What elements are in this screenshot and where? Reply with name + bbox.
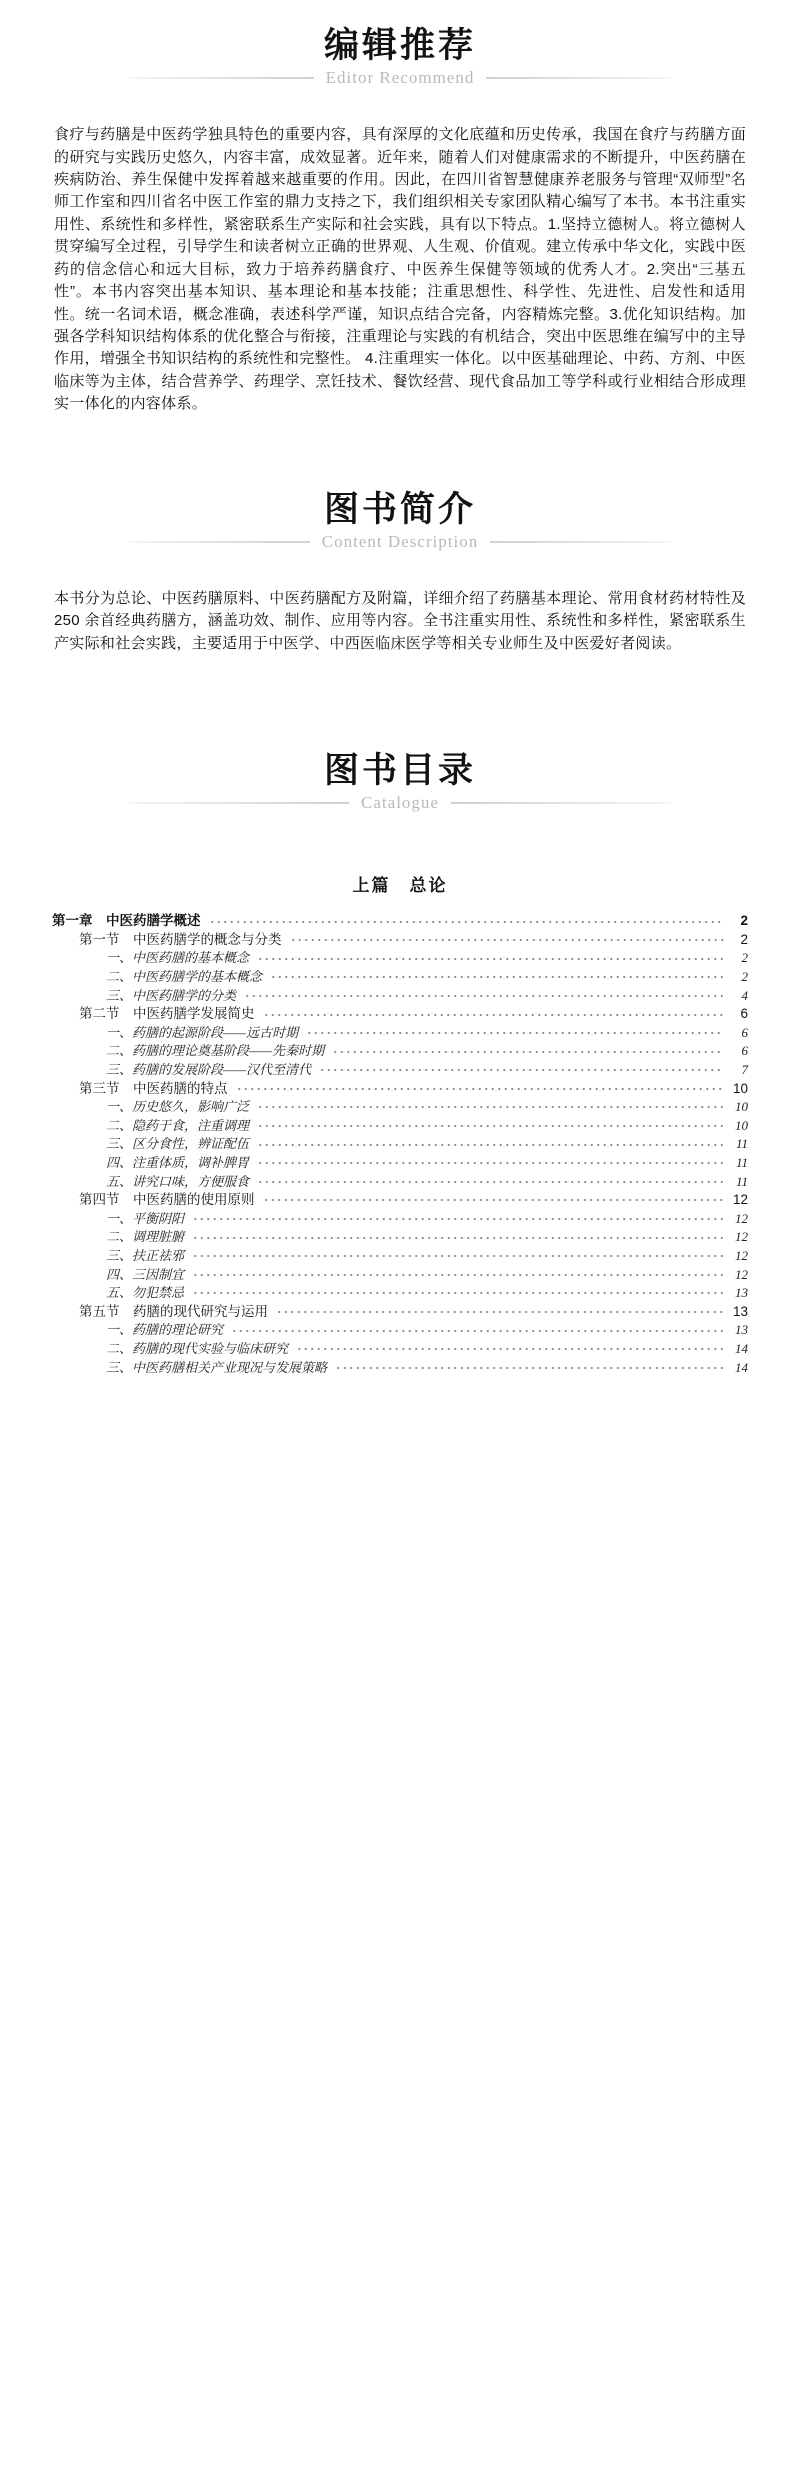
toc-dot-leader [257, 1140, 724, 1150]
toc-item-page: 2 [741, 969, 748, 985]
toc-item [52, 1191, 748, 1210]
editor-recommend-text: 食疗与药膳是中医药学独具特色的重要内容，具有深厚的文化底蕴和历史传承，我国在食疗与药膳方面的研究与实践历史悠久，内容丰富，成效显著。近年来，随着人们对健康需求的不断提升，中医药膳在疾病防治、养生保健中发挥着越来越重要的作用。因此，在四川省智慧健康养老服务与管理“双师型”名师工作室和四川省名中医工作室的鼎力支持之下，我们组织相关专家团队精心编写了本书。本书注重实用性、系统性和多样性，紧密联系生产实际和社会实践，具有以下特点。1.坚持立德树人。将立德树人贯穿编写全过程，引导学生和读者树立正确的世界观、人生观、价值观。建立传承中华文化，实践中医药的信念信心和远大目标，致力于培养药膳食疗、中医养生保健等领域的优秀人才。2.突出“三基五性”。本书内容突出基本知识、基本理论和基本技能；注重思想性、科学性、先进性、启发性和适用性。统一名词术语，概念准确，表述科学严谨，知识点结合完备，内容精炼完整。3.优化知识结构。加强各学科知识结构体系的优化整合与衔接，注重理论与实践的有机结合，突出中医思维在编写中的主导作用，增强全书知识结构的系统性和完整性。 4.注重理实一体化。以中医基础理论、中药、方剂、中医临床等为主体，结合营养学、药理学、烹饪技术、餐饮经营、现代食品加工等学科或行业相结合形成理实一体化的内容体系。 [54, 126, 746, 413]
toc-dot-leader [276, 1307, 724, 1317]
toc-item-title: 四、三因制宜 [106, 1266, 185, 1282]
toc-item-page: 12 [732, 1192, 748, 1208]
toc-item-page: 11 [735, 1154, 748, 1170]
toc-item-title: 五、勿犯禁忌 [106, 1285, 185, 1301]
toc-item-title: 第一章 中医药膳学概述 [52, 913, 201, 929]
toc-item-title: 第一节 中医药膳学的概念与分类 [79, 931, 282, 947]
toc-dot-leader [270, 972, 724, 982]
toc-item-title: 第二节 中医药膳学发展简史 [79, 1006, 255, 1022]
toc-item-title: 四、注重体质，调补脾胃 [106, 1154, 250, 1170]
toc-item-page: 12 [735, 1210, 748, 1226]
toc-item-title: 二、药膳的现代实验与临床研究 [106, 1340, 289, 1356]
divider-line-left [129, 541, 310, 543]
toc-item-page: 12 [735, 1247, 748, 1263]
toc-dot-leader [244, 991, 724, 1001]
toc-item [52, 1024, 748, 1043]
toc-item [52, 968, 748, 987]
section-content-description [52, 490, 748, 655]
divider-line-left [129, 802, 349, 804]
toc-item [52, 1042, 748, 1061]
toc-dot-leader [263, 1195, 725, 1205]
catalogue-subtitle: Catalogue [361, 793, 439, 813]
toc-item-page: 2 [740, 913, 748, 929]
toc-item-title: 第四节 中医药膳的使用原则 [79, 1192, 255, 1208]
toc-item [52, 1321, 748, 1340]
toc-item [52, 1359, 748, 1378]
toc-dot-leader [231, 1326, 724, 1336]
toc-item [52, 1173, 748, 1192]
toc-item-title: 五、讲究口味，方便服食 [106, 1173, 250, 1189]
section-editor-recommend [52, 26, 748, 416]
toc-item [52, 1303, 748, 1322]
toc-item-page: 6 [741, 1024, 748, 1040]
toc-item-title: 二、药膳的理论奠基阶段——先秦时期 [106, 1043, 325, 1059]
toc-dot-leader [257, 954, 724, 964]
toc-item [52, 1284, 748, 1303]
toc-item-page: 12 [735, 1229, 748, 1245]
toc-item [52, 1135, 748, 1154]
toc-item-page: 12 [735, 1266, 748, 1282]
toc-item-page: 13 [735, 1285, 748, 1301]
content-description-text: 本书分为总论、中医药膳原料、中医药膳配方及附篇，详细介绍了药膳基本理论、常用食材药材特性及250 余首经典药膳方，涵盖功效、制作、应用等内容。全书注重实用性、系统性和多样性，紧密联系生产实际和社会实践，主要适用于中医学、中西医临床医学等相关专业师生及中医爱好者阅读。 [54, 589, 746, 652]
toc-dot-leader [257, 1102, 724, 1112]
toc-item-page: 6 [740, 1006, 748, 1022]
editor-recommend-subtitle: Editor Recommend [325, 68, 475, 88]
toc-item-page: 2 [740, 931, 748, 947]
divider-line-right [490, 541, 671, 543]
toc-item-page: 14 [735, 1340, 748, 1356]
toc-item [52, 1005, 748, 1024]
toc-item [52, 1098, 748, 1117]
content-description-subtitle: Content Description [321, 531, 479, 551]
toc-dot-leader [192, 1288, 724, 1298]
toc-item-title: 三、中医药膳学的分类 [106, 987, 237, 1003]
toc-item-title: 第三节 中医药膳的特点 [79, 1080, 228, 1096]
divider-line-left [129, 77, 314, 79]
content-description-subtitle-row [129, 530, 672, 554]
toc-dot-leader [192, 1233, 724, 1243]
toc-item-page: 11 [735, 1173, 748, 1189]
toc-item-title: 一、平衡阴阳 [106, 1210, 185, 1226]
editor-recommend-subtitle-row [129, 66, 672, 90]
toc-item [52, 987, 748, 1006]
toc-item-page: 13 [735, 1322, 748, 1338]
divider-line-right [486, 77, 671, 79]
toc-item-page: 14 [735, 1359, 748, 1375]
toc-item-page: 10 [732, 1080, 748, 1096]
toc-dot-leader [257, 1121, 724, 1131]
toc-dot-leader [257, 1158, 724, 1168]
toc-item-title: 三、区分食性，辨证配伍 [106, 1136, 250, 1152]
toc-item-title: 一、药膳的理论研究 [106, 1322, 224, 1338]
toc-dot-leader [257, 1177, 724, 1187]
toc-dot-leader [319, 1065, 724, 1075]
toc-item-title: 二、中医药膳学的基本概念 [106, 969, 263, 985]
toc-dot-leader [290, 935, 725, 945]
editor-recommend-title: 编辑推荐 [323, 26, 476, 65]
toc-item-title: 一、历史悠久，影响广泛 [106, 1099, 250, 1115]
toc-item [52, 912, 748, 931]
toc-item [52, 1210, 748, 1229]
toc-dot-leader [335, 1363, 724, 1373]
toc-item-page: 7 [741, 1062, 748, 1077]
toc-item-page: 10 [735, 1099, 748, 1115]
toc-item [52, 1154, 748, 1173]
toc-dot-leader [263, 1010, 725, 1020]
toc-dot-leader [209, 917, 725, 927]
toc-dot-leader [332, 1047, 724, 1057]
toc-item [52, 1228, 748, 1247]
toc-dot-leader [306, 1028, 724, 1038]
toc-item-title: 二、隐药于食，注重调理 [106, 1117, 250, 1133]
toc-item-page: 10 [735, 1117, 748, 1133]
toc-item-title: 三、中医药膳相关产业现况与发展策略 [106, 1359, 328, 1375]
toc-item [52, 931, 748, 950]
toc-dot-leader [192, 1270, 724, 1280]
toc-item [52, 1061, 748, 1080]
toc-dot-leader [192, 1214, 724, 1224]
toc-item [52, 1340, 748, 1359]
toc-item [52, 1080, 748, 1099]
toc-dot-leader [192, 1251, 724, 1261]
toc-item [52, 1117, 748, 1136]
toc-item [52, 1266, 748, 1285]
toc-item [52, 1247, 748, 1266]
toc-dot-leader [236, 1084, 725, 1094]
toc-item-page: 2 [741, 950, 748, 966]
content-description-title: 图书简介 [323, 489, 476, 529]
toc-item-title: 一、中医药膳的基本概念 [106, 950, 250, 966]
toc-item-title: 第五节 药膳的现代研究与运用 [79, 1303, 268, 1319]
catalogue-title: 图书目录 [323, 751, 476, 790]
section-catalogue [52, 751, 748, 1377]
toc-item-page: 4 [741, 987, 748, 1003]
toc-part-title: 上篇 总论 [352, 876, 448, 896]
toc-item-title: 一、药膳的起源阶段——远古时期 [106, 1024, 299, 1040]
toc-item-page: 11 [735, 1136, 748, 1152]
toc-item-page: 13 [732, 1303, 748, 1319]
divider-line-right [451, 802, 671, 804]
toc-item [52, 949, 748, 968]
toc-item-title: 二、调理脏腑 [106, 1229, 185, 1245]
toc-list [52, 912, 748, 1377]
toc-item-title: 三、药膳的发展阶段——汉代至清代 [106, 1062, 312, 1077]
toc-item-title: 三、扶正祛邪 [106, 1247, 185, 1263]
toc-item-page: 6 [741, 1043, 748, 1059]
catalogue-subtitle-row [129, 791, 672, 815]
toc-dot-leader [296, 1344, 724, 1354]
